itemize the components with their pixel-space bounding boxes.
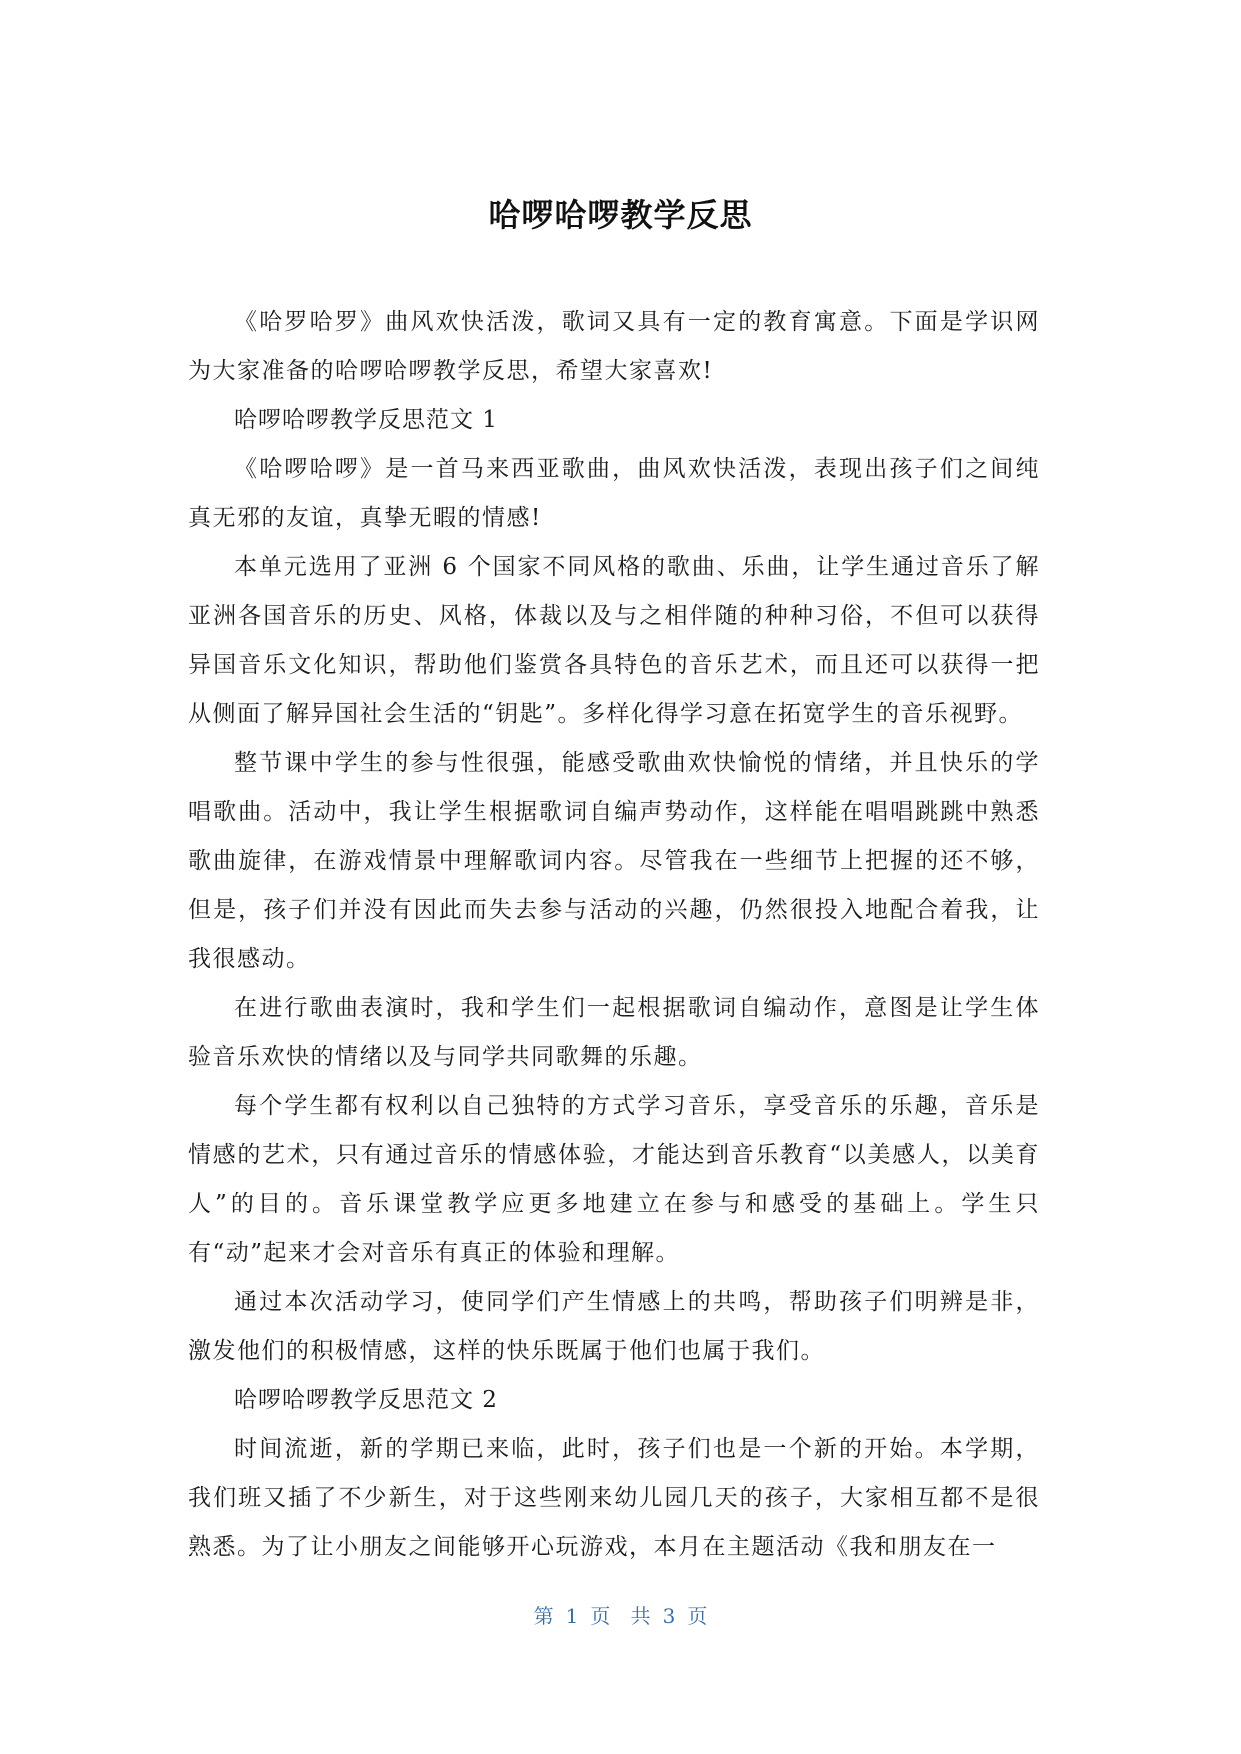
- body-paragraph: 通过本次活动学习，使同学们产生情感上的共鸣，帮助孩子们明辨是非，激发他们的积极情感，这样的快乐既属于他们也属于我们。: [188, 1289, 1040, 1364]
- body-paragraph: 在进行歌曲表演时，我和学生们一起根据歌词自编动作，意图是让学生体验音乐欢快的情绪以及与同学共同歌舞的乐趣。: [188, 995, 1040, 1070]
- body-paragraph: 《哈罗哈罗》曲风欢快活泼，歌词又具有一定的教育寓意。下面是学识网为大家准备的哈啰哈啰教学反思，希望大家喜欢!: [188, 309, 1040, 384]
- footer-middle: 页 共: [590, 1604, 651, 1628]
- section-heading: 哈啰哈啰教学反思范文 2: [234, 1387, 498, 1413]
- page-footer: [0, 1600, 1241, 1629]
- footer-suffix: 页: [687, 1604, 708, 1628]
- body-paragraph: 时间流逝，新的学期已来临，此时，孩子们也是一个新的开始。本学期，我们班又插了不少新生，对于这些刚来幼儿园几天的孩子，大家相互都不是很熟悉。为了让小朋友之间能够开心玩游戏，本月在主题活动《我和朋友在一: [188, 1436, 1040, 1560]
- footer-current-page: 1: [565, 1604, 579, 1628]
- body-paragraph: 整节课中学生的参与性很强，能感受歌曲欢快愉悦的情绪，并且快乐的学唱歌曲。活动中，我让学生根据歌词自编声势动作，这样能在唱唱跳跳中熟悉歌曲旋律，在游戏情景中理解歌词内容。尽管我在一些细节上把握的还不够，但是，孩子们并没有因此而失去参与活动的兴趣，仍然很投入地配合着我，让我很感动。: [188, 750, 1040, 972]
- footer-prefix: 第: [533, 1604, 554, 1628]
- body-paragraph: 《哈啰哈啰》是一首马来西亚歌曲，曲风欢快活泼，表现出孩子们之间纯真无邪的友谊，真挚无暇的情感!: [188, 456, 1040, 531]
- body-paragraph: 本单元选用了亚洲 6 个国家不同风格的歌曲、乐曲，让学生通过音乐了解亚洲各国音乐的历史、风格，体裁以及与之相伴随的种种习俗，不但可以获得异国音乐文化知识，帮助他们鉴赏各具特色的音乐艺术，而且还可以获得一把从侧面了解异国社会生活的“钥匙”。多样化得学习意在拓宽学生的音乐视野。: [188, 554, 1040, 727]
- document-title: 哈啰哈啰教学反思: [488, 196, 753, 234]
- document-body: [188, 298, 1040, 1572]
- body-paragraph: 每个学生都有权利以自己独特的方式学习音乐，享受音乐的乐趣，音乐是情感的艺术，只有通过音乐的情感体验，才能达到音乐教育“以美感人，以美育人”的目的。音乐课堂教学应更多地建立在参与和感受的基础上。学生只有“动”起来才会对音乐有真正的体验和理解。: [188, 1093, 1040, 1266]
- section-heading: 哈啰哈啰教学反思范文 1: [234, 407, 498, 433]
- footer-total-pages: 3: [662, 1604, 676, 1628]
